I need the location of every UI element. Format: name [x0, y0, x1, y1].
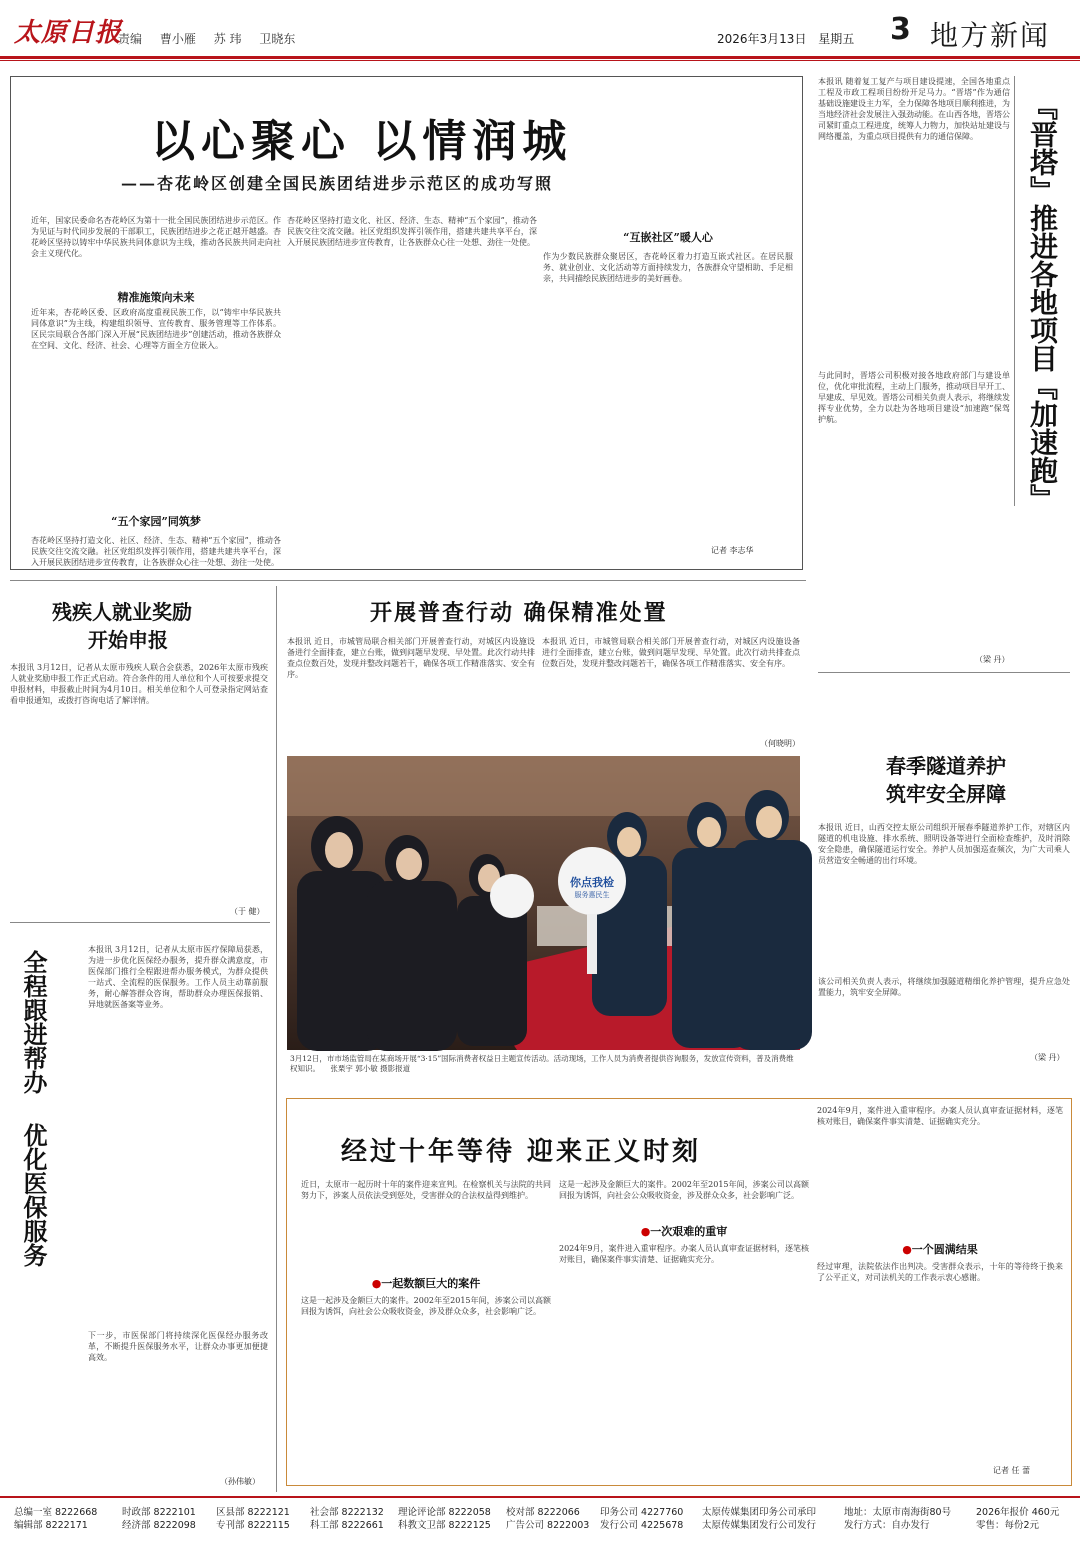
lead-section-1: 近年来，杏花岭区委、区政府高度重视民族工作，以“铸牢中华民族共同体意识”为主线，构建组织领导、宣传教育、服务管理等工作体系。区民宗局联合各部门深入开展“民族团结进步”创建活动，推动各族群众在空间、文化、经济、社会、心理等方面全方位嵌入。: [31, 308, 281, 350]
footer-item: 地址：太原市南海街80号: [844, 1507, 952, 1518]
footer-item: 总编一室 8222668: [14, 1507, 98, 1518]
justice-subhead-1-text: 一起数额巨大的案件: [381, 1277, 481, 1290]
medical-byline: （孙伟敏）: [220, 1477, 260, 1486]
footer-col-7: [600, 1506, 683, 1532]
section-rule: [10, 580, 806, 581]
footer-col-10: [976, 1506, 1059, 1532]
editor-name: 卫晓东: [259, 32, 296, 46]
footer-item: 校对部 8222066: [506, 1507, 580, 1518]
footer-item: 科教文卫部 8222125: [398, 1520, 491, 1531]
disabled-byline: （于 健）: [230, 907, 265, 916]
footer-item: 印务公司 4227760: [600, 1507, 684, 1518]
footer-col-2: [122, 1506, 196, 1532]
footer-contacts: [0, 1496, 1080, 1546]
news-photo: [287, 756, 800, 1050]
column-rule: [276, 586, 277, 1492]
justice-subhead-2-text: 一次艰难的重审: [650, 1225, 728, 1238]
tunnel-title-2: 筑牢安全屏障: [886, 782, 1006, 806]
lead-subhead-3: “互嵌社区”暖人心: [623, 231, 713, 244]
jinta-title: 『晋塔』推进各地项目『加速跑』: [1026, 92, 1059, 512]
bullet-icon: ●: [371, 1277, 382, 1290]
footer-item: 零售：每份2元: [976, 1520, 1040, 1531]
lead-subhead-2: “五个家园”同筑梦: [111, 515, 201, 528]
lead-subhead-1: 精准施策向未来: [117, 291, 195, 304]
lead-intro: 近年，国家民委命名杏花岭区为第十一批全国民族团结进步示范区。作为见证与时代同步发展的干部职工，民族团结进步之花正越开越盛。杏花岭区坚持以铸牢中华民族共同体意识为主线，推动各民族共同走向社会主义现代化。: [31, 216, 281, 258]
lead-byline: 记者 李志华: [711, 546, 754, 555]
survey-title: 开展普查行动 确保精准处置: [370, 600, 668, 626]
justice-body-4: 经过审理，法院依法作出判决。受害群众表示，十年的等待终于换来了公平正义，对司法机关的工作表示衷心感谢。: [817, 1262, 1063, 1282]
justice-body-3: 2024年9月，案件进入重审程序。办案人员认真审查证据材料，逐笔核对账目，确保案件事实清楚、证据确实充分。: [559, 1244, 809, 1264]
disabled-body: 本报讯 3月12日，记者从太原市残疾人联合会获悉，2026年太原市残疾人就业奖励申报工作正式启动。符合条件的用人单位和个人可按要求提交申报材料，申报截止时间为4月10日。相关单位和个人可登录指定网站查看申报通知，或拨打咨询电话了解详情。: [10, 663, 268, 705]
section-rule: [10, 922, 270, 923]
jinta-body-1: 本报讯 随着复工复产与项目建设提速，全国各地重点工程及市政工程项目纷纷开足马力。“晋塔”作为通信基础设施建设主力军，全力保障各地项目顺利推进，为当地经济社会发展注入强劲动能。在山西各地，晋塔公司紧盯重点工程进度，统筹人力物力，加快站址建设与网络覆盖，为重点项目提供有力的通信保障。: [818, 77, 1010, 141]
tunnel-body-1: 本报讯 近日，山西交控太原公司组织开展春季隧道养护工作，对辖区内隧道的机电设施、排水系统、照明设备等进行全面检查维护，及时消除安全隐患，确保隧道运行安全。养护人员加强巡查频次，为广大司乘人员营造安全畅通的出行环境。: [818, 823, 1070, 865]
jinta-byline: （梁 丹）: [975, 655, 1010, 664]
justice-body-2b: 这是一起涉及金额巨大的案件。2002年至2015年间，涉案公司以高额回报为诱饵，向社会公众吸收资金，涉及群众众多，社会影响广泛。: [559, 1180, 809, 1200]
footer-item: 经济部 8222098: [122, 1520, 196, 1531]
masthead-rule-thin: [0, 60, 1080, 61]
footer-item: 社会部 8222132: [310, 1507, 384, 1518]
photo-illustration: [287, 756, 800, 1050]
lead-section-3: 作为少数民族群众聚居区，杏花岭区着力打造互嵌式社区。在居民服务、就业创业、文化活动等方面持续发力，各族群众守望相助、手足相亲，共同描绘民族团结进步的美好画卷。: [543, 252, 793, 283]
justice-byline: 记者 任 蕾: [993, 1466, 1031, 1475]
publication-date: [717, 30, 862, 47]
footer-item: 理论评论部 8222058: [398, 1507, 491, 1518]
survey-body-1: 本报讯 近日，市城管局联合相关部门开展普查行动，对城区内设施设备进行全面排查，建立台账，做到问题早发现、早处置。此次行动共排查点位数百处，发现并整改问题若干，确保各项工作精准落实、安全有序。: [287, 637, 535, 679]
footer-col-3: [216, 1506, 290, 1532]
date: 2026年3月13日: [717, 32, 807, 46]
bullet-icon: ●: [902, 1243, 912, 1256]
lead-column-2: 杏花岭区坚持打造文化、社区、经济、生态、精神“五个家园”，推动各民族交往交流交融。社区党组织发挥引领作用，搭建共建共享平台，深入开展民族团结进步宣传教育，让各族群众心往一处想、劲往一处使。: [287, 216, 537, 247]
lead-subtitle: ——杏花岭区创建全国民族团结进步示范区的成功写照: [121, 174, 554, 193]
masthead-rule: [0, 56, 1080, 59]
justice-body-2: 这是一起涉及金额巨大的案件。2002年至2015年间，涉案公司以高额回报为诱饵，向社会公众吸收资金，涉及群众众多，社会影响广泛。: [301, 1296, 551, 1316]
newspaper-logo: 太原日报: [14, 18, 123, 48]
page-number: 3: [890, 12, 911, 47]
lead-title: 以心聚心 以情润城: [151, 116, 573, 167]
footer-col-1: [14, 1506, 97, 1532]
photographer: 张栗宇 郭小敏 摄影报道: [330, 1064, 411, 1073]
footer-item: 太原传媒集团发行公司发行: [702, 1520, 817, 1531]
tunnel-byline: （梁 丹）: [1030, 1053, 1065, 1062]
footer-item: 编辑部 8222171: [14, 1520, 88, 1531]
disabled-title-1: 残疾人就业奖励: [52, 600, 192, 624]
footer-col-5: [398, 1506, 491, 1532]
editor-name: 苏 玮: [213, 32, 242, 46]
footer-item: 区县部 8222121: [216, 1507, 290, 1518]
section-title: 地方新闻: [930, 19, 1051, 52]
disabled-title-2: 开始申报: [88, 628, 168, 652]
footer-item: 专刊部 8222115: [216, 1520, 290, 1531]
medical-body-2: 下一步，市医保部门将持续深化医保经办服务改革，不断提升医保服务水平，让群众办事更加便捷高效。: [88, 1331, 268, 1362]
justice-article: [286, 1098, 1072, 1486]
medical-title: 全程跟进帮办 优化医保服务: [19, 950, 48, 1267]
photo-sign-text-1: 你点我检: [570, 876, 614, 889]
medical-body-1: 本报讯 3月12日，记者从太原市医疗保障局获悉，为进一步优化医保经办服务，提升群众满意度，市医保部门推行全程跟进帮办服务模式，为群众提供一站式、全流程的医保服务。工作人员主动靠前服务，耐心解答群众咨询，帮助群众办理医保报销、异地就医备案等业务。: [88, 945, 268, 1009]
footer-col-6: [506, 1506, 589, 1532]
footer-col-4: [310, 1506, 384, 1532]
justice-subhead-3: [817, 1241, 1063, 1257]
justice-subhead-3-text: 一个圆满结果: [911, 1243, 978, 1256]
photo-sign-text-2: 服务惠民生: [574, 891, 610, 899]
footer-item: 发行方式：自办发行: [844, 1520, 930, 1531]
tunnel-title-1: 春季隧道养护: [886, 754, 1006, 778]
editors-line: [118, 30, 309, 47]
tunnel-body-2: 该公司相关负责人表示，将继续加强隧道精细化养护管理，提升应急处置能力，筑牢安全屏障。: [818, 977, 1070, 997]
masthead: [0, 0, 1080, 62]
caption-text: 3月12日，市市场监管局在某商场开展“3·15”国际消费者权益日主题宣传活动。活动现场，工作人员为消费者提供咨询服务，发放宣传资料，普及消费维权知识。: [290, 1054, 794, 1073]
footer-item: 发行公司 4225678: [600, 1520, 684, 1531]
editor-name: 曹小雁: [159, 32, 196, 46]
footer-item: 广告公司 8222003: [506, 1520, 590, 1531]
footer-item: 科工部 8222661: [310, 1520, 384, 1531]
section-rule: [818, 672, 1070, 673]
lead-section-2-start: 杏花岭区坚持打造文化、社区、经济、生态、精神“五个家园”，推动各民族交往交流交融。社区党组织发挥引领作用，搭建共建共享平台，深入开展民族团结进步宣传教育，让各族群众心往一处想、劲往一处使。: [31, 536, 281, 567]
weekday: 星期五: [818, 32, 855, 46]
justice-title: 经过十年等待 迎来正义时刻: [341, 1137, 702, 1167]
survey-body-2: 本报讯 近日，市城管局联合相关部门开展普查行动，对城区内设施设备进行全面排查，建立台账，做到问题早发现、早处置。此次行动共排查点位数百处，发现并整改问题若干，确保各项工作精准落实、安全有序。: [542, 637, 800, 668]
justice-subhead-1: [301, 1275, 551, 1291]
lead-article: [10, 76, 803, 570]
bullet-icon: ●: [640, 1225, 651, 1238]
column-rule: [1014, 76, 1015, 506]
footer-item: 2026年报价 460元: [976, 1507, 1060, 1518]
justice-body-1: 近日，太原市一起历时十年的案件迎来宣判。在检察机关与法院的共同努力下，涉案人员依法受到惩处，受害群众的合法权益得到维护。: [301, 1180, 551, 1200]
photo-caption: [290, 1054, 800, 1086]
jinta-body-2: 与此同时，晋塔公司积极对接各地政府部门与建设单位，优化审批流程，主动上门服务，推动项目早开工、早建成、早见效。晋塔公司相关负责人表示，将继续发挥专业优势，全力以赴为各地项目建设“加速跑”保驾护航。: [818, 371, 1010, 424]
editor-label: 责编: [118, 32, 143, 46]
footer-col-9: [844, 1506, 951, 1532]
justice-body-3b: 2024年9月，案件进入重审程序。办案人员认真审查证据材料，逐笔核对账目，确保案件事实清楚、证据确实充分。: [817, 1106, 1063, 1126]
footer-item: 太原传媒集团印务公司承印: [702, 1507, 817, 1518]
footer-col-8: [702, 1506, 816, 1532]
footer-item: 时政部 8222101: [122, 1507, 196, 1518]
justice-subhead-2: [559, 1223, 809, 1239]
survey-byline: （何晓明）: [760, 739, 800, 748]
